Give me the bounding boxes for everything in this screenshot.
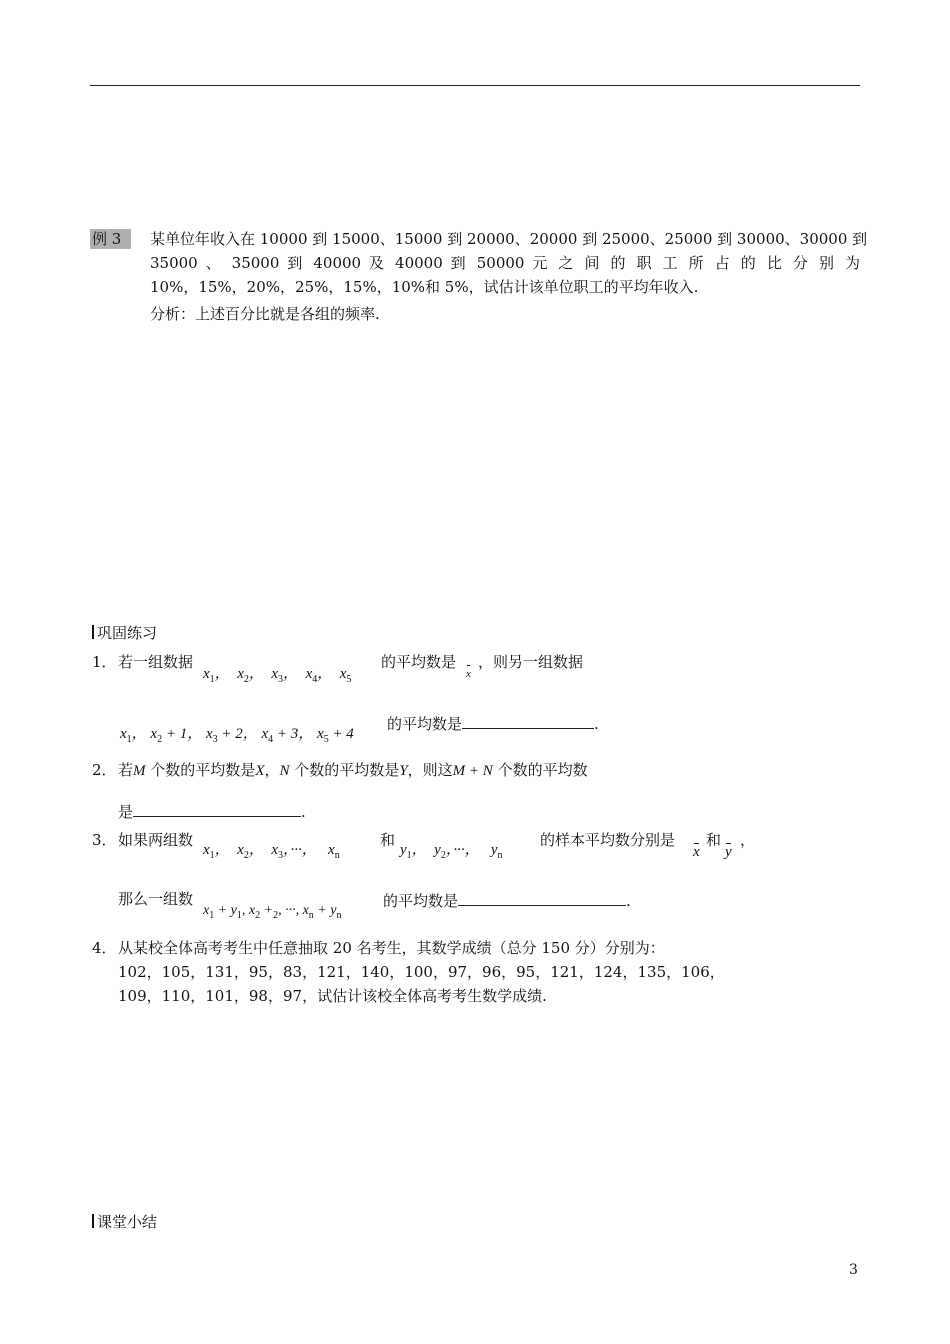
q3-line2-b: 的平均数是 . [383, 889, 631, 911]
page-number: 3 [849, 1262, 858, 1278]
q3-text-b: 的样本平均数分别是 [540, 831, 676, 849]
q3-y-series: $y_1$， $y_2$，···， $y_n$ [400, 842, 503, 861]
q1-answer-blank[interactable] [462, 712, 594, 729]
example-text-line-1: 某单位年收入在 10000 到 15000、15000 到 20000、20000 到 25000、25000 到 30000、30000 到 [150, 230, 868, 248]
section-marker [92, 625, 94, 639]
q3-number: 3． [92, 831, 117, 849]
q3-ybar: y [725, 844, 732, 860]
q4-number: 4． [92, 939, 117, 957]
q1-text-mid: 的平均数是 [381, 653, 457, 671]
q1-line2-text: 的平均数是 . [387, 712, 599, 734]
q1-text-post: ，则另一组数据 [478, 653, 584, 671]
example-tag: 例 3 [90, 229, 131, 249]
q3-and: 和 [380, 831, 396, 849]
practice-title: 巩固练习 [92, 622, 157, 643]
q1-number: 1． [92, 653, 117, 671]
q3-xbar: x [693, 844, 700, 860]
q3-line2-a: 那么一组数 [118, 890, 194, 908]
q1-text-pre: 若一组数据 [118, 653, 194, 671]
q4-line2: 102，105，131，95，83，121，140，100，97，96，95，121，124，135，106， [118, 963, 725, 981]
q3-answer-blank[interactable] [458, 889, 626, 906]
q4-line3: 109，110，101，98，97，试估计该校全体高考考生数学成绩. [118, 987, 547, 1005]
q2-line2: 是 . [118, 800, 306, 822]
q1-mean-symbol: x [466, 664, 471, 684]
q3-and2: 和 [706, 831, 722, 849]
q4-line1: 从某校全体高考考生中任意抽取 20 名考生，其数学成绩（总分 150 分）分别为： [118, 939, 665, 957]
q2-answer-blank[interactable] [133, 800, 301, 817]
q1-variables: $x_1$， $x_2$， $x_3$， $x_4$， $x_5$ [203, 666, 352, 685]
summary-title: 课堂小结 [92, 1211, 157, 1232]
q2-number: 2． [92, 761, 117, 779]
section-marker [92, 1214, 94, 1228]
q1-second-data-set: $x_1$， $x_2 + 1$， $x_3 + 2$， $x_4 + 3$， $x_5 + 4$ [120, 726, 354, 745]
header-rule [90, 85, 860, 86]
example-analysis: 分析：上述百分比就是各组的频率. [150, 305, 380, 323]
q3-x-series: $x_1$， $x_2$， $x_3$，···， $x_n$ [203, 842, 340, 861]
example-text-line-3: 10%，15%，20%，25%，15%，10%和 5%，试估计该单位职工的平均年收入. [150, 278, 699, 296]
example-text-line-2: 35000 、 35000 到 40000 及 40000 到 50000 元 之 间 的 职 工 所 占 的 比 分 别 为 [150, 254, 860, 272]
q3-comma: ， [740, 831, 756, 849]
q3-combined-series: $x_1 + y_1$, $x_2 +_2$, ···, $x_n + y_n$ [203, 903, 342, 921]
q3-text-a: 如果两组数 [118, 831, 194, 849]
q2-line1: 若M 个数的平均数是X，N 个数的平均数是Y，则这M + N 个数的平均数 [118, 761, 588, 779]
